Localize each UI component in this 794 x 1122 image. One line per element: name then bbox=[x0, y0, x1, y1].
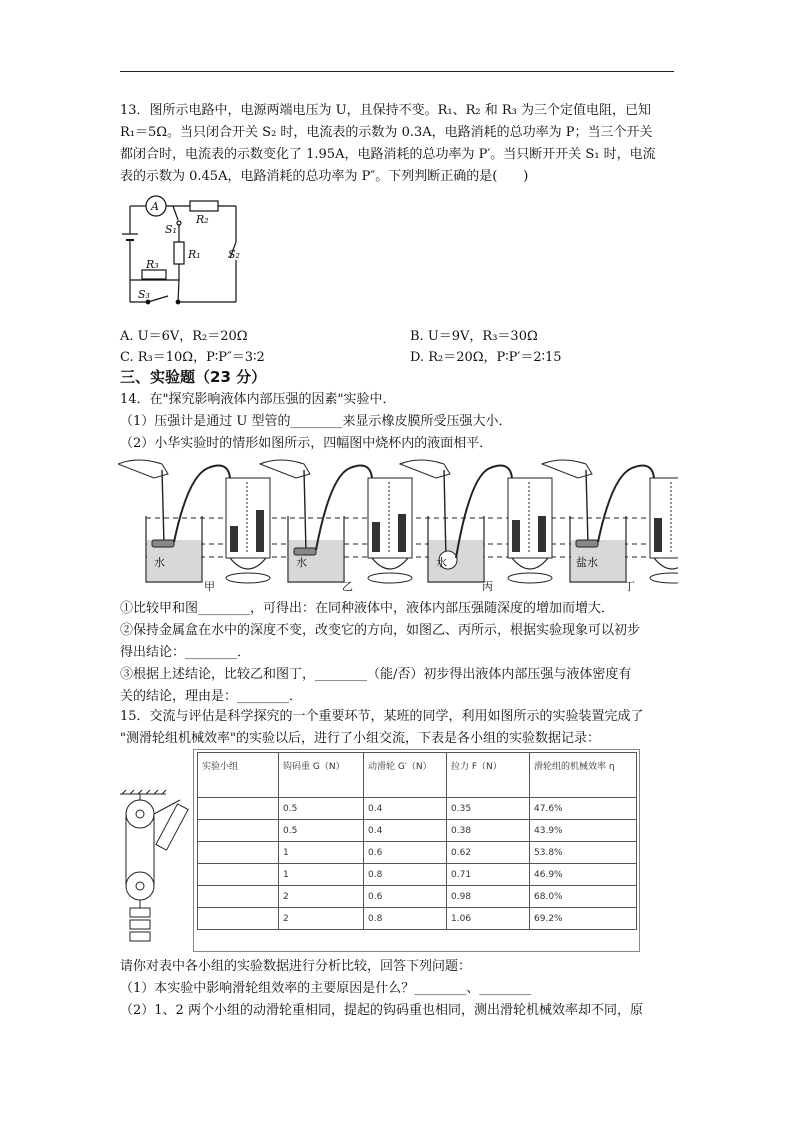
table-cell: 47.6% bbox=[530, 798, 637, 820]
table-header: 滑轮组的机械效率 η bbox=[530, 753, 637, 798]
q14-line-3: （2）小华实验时的情形如图所示，四幅图中烧杯内的液面相平． bbox=[120, 436, 493, 451]
table-header: 动滑轮 G′（N） bbox=[364, 753, 447, 798]
r1-label: R₁ bbox=[188, 248, 201, 261]
q15-line-1: 15．交流与评估是科学探究的一个重要环节，某班的同学，利用如图所示的实验装置完成了 bbox=[120, 709, 644, 724]
hand-icon bbox=[118, 460, 168, 478]
fig4-label: 丁 bbox=[624, 580, 635, 593]
u-tube-left-liquid bbox=[654, 518, 662, 552]
fig1-label: 甲 bbox=[204, 580, 215, 593]
table-cell: 0.4 bbox=[364, 820, 447, 842]
q13-line-4: 表的示数为 0.45A，电路消耗的总功率为 P″。下列判断正确的是( ) bbox=[120, 169, 529, 184]
pressure-gauge-figures bbox=[118, 456, 678, 596]
table-header: 拉力 F（N） bbox=[447, 753, 530, 798]
q13-line-2: R₁＝5Ω。当只闭合开关 S₂ 时，电流表的示数为 0.3A，电路消耗的总功率为 P；当三个开关 bbox=[120, 125, 653, 140]
table-cell: 0.6 bbox=[364, 842, 447, 864]
hand-icon bbox=[260, 460, 310, 478]
hand-icon bbox=[542, 460, 592, 478]
stand-base bbox=[650, 573, 678, 583]
s1-label: S₁ bbox=[165, 223, 177, 236]
table-header-row bbox=[198, 753, 637, 798]
table-cell: 0.8 bbox=[364, 908, 447, 930]
table-cell: 0.35 bbox=[447, 798, 530, 820]
u-tube-left-liquid bbox=[512, 520, 520, 552]
fig4-liquid: 盐水 bbox=[576, 556, 598, 569]
stand-base bbox=[508, 573, 552, 583]
q15-q1: （1）本实验中影响滑轮组效率的主要原因是什么？________、________ bbox=[120, 981, 532, 996]
u-tube-right-liquid bbox=[398, 514, 406, 552]
u-tube-right-liquid bbox=[256, 510, 264, 552]
table-cell: 0.38 bbox=[447, 820, 530, 842]
stand-base bbox=[368, 573, 412, 583]
table-cell: 1 bbox=[279, 864, 364, 886]
u-tube-bottom bbox=[654, 558, 678, 569]
data-table bbox=[197, 752, 637, 930]
pulley-diagram bbox=[120, 790, 195, 950]
table-row bbox=[198, 842, 637, 864]
table-header: 实验小组 bbox=[198, 753, 279, 798]
stand-base bbox=[226, 573, 270, 583]
table-cell: 0.4 bbox=[364, 798, 447, 820]
probe-rod bbox=[586, 470, 588, 544]
table-cell bbox=[198, 908, 279, 930]
q13-option-b: B. U＝9V，R₃＝30Ω bbox=[410, 329, 538, 344]
probe-head bbox=[152, 540, 174, 547]
q13-line-1: 13．图所示电路中，电源两端电压为 U，且保持不变。R₁、R₂ 和 R₃ 为三个定值电阻，已知 bbox=[120, 103, 652, 118]
r3-label: R₃ bbox=[146, 258, 159, 271]
section-heading: 三、实验题（23 分） bbox=[120, 368, 267, 386]
fig3-label: 丙 bbox=[482, 580, 493, 593]
q13-line-3: 都闭合时，电流表的示数变化了 1.95A，电路消耗的总功率为 P′。当只断开开关 S₁ 时，电流 bbox=[120, 147, 656, 162]
fig2-liquid: 水 bbox=[296, 556, 307, 569]
probe-rod bbox=[162, 470, 164, 544]
u-tube-bottom bbox=[230, 558, 266, 569]
fig2-label: 乙 bbox=[342, 580, 353, 593]
table-cell: 68.0% bbox=[530, 886, 637, 908]
q14-s3a: ③根据上述结论，比较乙和图丁，________（能/否）初步得出液体内部压强与液体密度有 bbox=[120, 667, 632, 682]
table-cell: 0.5 bbox=[279, 798, 364, 820]
table-row bbox=[198, 908, 637, 930]
table-cell: 2 bbox=[279, 908, 364, 930]
table-cell: 0.5 bbox=[279, 820, 364, 842]
table-cell: 1 bbox=[279, 842, 364, 864]
hand-icon bbox=[400, 460, 450, 478]
q13-option-d: D. R₂＝20Ω，P∶P′＝2∶15 bbox=[410, 350, 562, 365]
u-tube-bottom bbox=[512, 558, 548, 569]
q14-s1: ①比较甲和图________，可得出：在同种液体中，液体内部压强随深度的增加而增大． bbox=[120, 601, 615, 616]
table-header: 钩码重 G（N） bbox=[279, 753, 364, 798]
table-cell: 0.98 bbox=[447, 886, 530, 908]
u-tube-left-liquid bbox=[372, 522, 380, 552]
probe-head bbox=[294, 548, 316, 555]
table-cell: 0.62 bbox=[447, 842, 530, 864]
table-cell: 0.8 bbox=[364, 864, 447, 886]
table-cell bbox=[198, 798, 279, 820]
probe-head bbox=[576, 540, 598, 547]
table-cell: 2 bbox=[279, 886, 364, 908]
fig3-liquid: 水 bbox=[436, 556, 447, 569]
s2-label: S₂ bbox=[228, 248, 240, 261]
table-cell: 69.2% bbox=[530, 908, 637, 930]
table-cell: 46.9% bbox=[530, 864, 637, 886]
q14-s2a: ②保持金属盒在水中的深度不变，改变它的方向，如图乙、丙所示，根据实验现象可以初步 bbox=[120, 623, 641, 638]
header-rule bbox=[120, 71, 674, 72]
table-cell: 1.06 bbox=[447, 908, 530, 930]
q15-q2: （2）1、2 两个小组的动滑轮重相同，提起的钩码重也相同，测出滑轮机械效率却不同，原 bbox=[120, 1003, 643, 1018]
table-cell bbox=[198, 886, 279, 908]
u-tube-left-liquid bbox=[230, 526, 238, 552]
fig1-liquid: 水 bbox=[154, 556, 165, 569]
table-cell: 0.71 bbox=[447, 864, 530, 886]
table-row bbox=[198, 820, 637, 842]
table-cell: 0.6 bbox=[364, 886, 447, 908]
r2-label: R₂ bbox=[196, 213, 209, 226]
q13-option-a: A. U＝6V，R₂＝20Ω bbox=[120, 329, 248, 344]
table-row bbox=[198, 886, 637, 908]
table-cell: 53.8% bbox=[530, 842, 637, 864]
u-tube-bottom bbox=[372, 558, 408, 569]
q14-line-1: 14．在"探究影响液体内部压强的因素"实验中． bbox=[120, 392, 396, 407]
table-cell bbox=[198, 820, 279, 842]
probe-rod bbox=[304, 470, 306, 552]
u-tube-right-liquid bbox=[538, 516, 546, 552]
q14-s2b: 得出结论：________． bbox=[120, 645, 251, 660]
table-cell bbox=[198, 842, 279, 864]
table-row bbox=[198, 864, 637, 886]
table-cell bbox=[198, 864, 279, 886]
q14-line-2: （1）压强计是通过 U 型管的________来显示橡皮膜所受压强大小． bbox=[120, 414, 512, 429]
q15-after: 请你对表中各小组的实验数据进行分析比较，回答下列问题： bbox=[120, 959, 472, 974]
q13-option-c: C. R₃＝10Ω，P∶P″＝3∶2 bbox=[120, 350, 265, 365]
circuit-diagram bbox=[118, 190, 253, 310]
table-cell: 43.9% bbox=[530, 820, 637, 842]
q14-s3b: 关的结论，理由是：________． bbox=[120, 689, 303, 704]
q15-line-2: "测滑轮组机械效率"的实验以后，进行了小组交流，下表是各小组的实验数据记录： bbox=[120, 731, 600, 746]
table-row bbox=[198, 798, 637, 820]
s3-label: S₃ bbox=[138, 288, 150, 301]
ammeter-label: A bbox=[151, 200, 159, 213]
